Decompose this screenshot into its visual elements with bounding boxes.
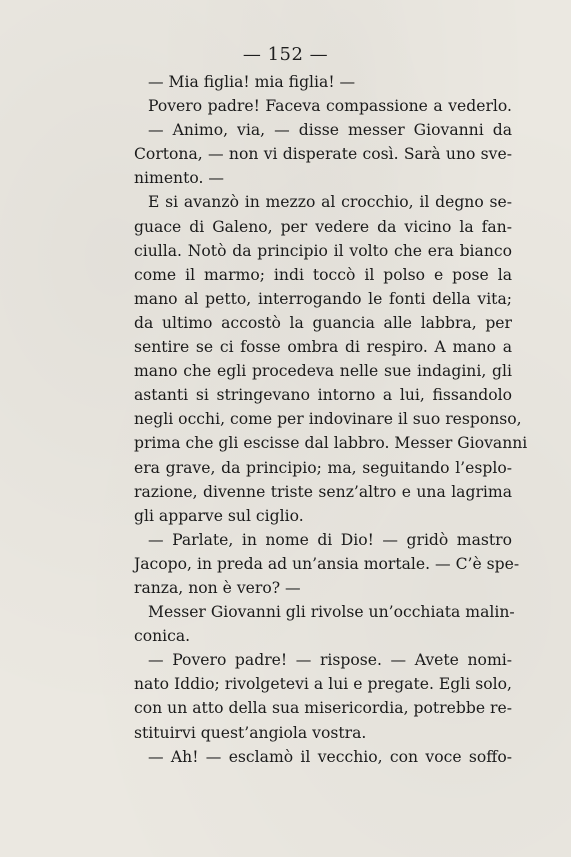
text-line: stituirvi quest’angiola vostra. bbox=[134, 723, 367, 742]
text-line: mano al petto, interrogando le fonti della vita; bbox=[134, 289, 512, 308]
text-line: come il marmo; indi toccò il polso e pose la bbox=[134, 265, 512, 284]
text-line: — Animo, via, — disse messer Giovanni da bbox=[148, 121, 512, 140]
text-line: nimento. — bbox=[134, 169, 224, 188]
text-line: gli apparve sul ciglio. bbox=[134, 506, 304, 525]
text-line: — Mia figlia! mia figlia! — bbox=[148, 73, 356, 91]
text-line: mano che egli procedeva nelle sue indagini, gli bbox=[134, 362, 512, 381]
body-text bbox=[134, 70, 528, 769]
text-line: guace di Galeno, per vedere da vicino la fan- bbox=[134, 217, 512, 236]
text-line: prima che gli escisse dal labbro. Messer Giovanni bbox=[134, 434, 528, 453]
page-number: — 152 — bbox=[242, 44, 329, 65]
text-line: era grave, da principio; ma, seguitando l’esplo- bbox=[134, 458, 512, 477]
text-line: E si avanzò in mezzo al crocchio, il degno se- bbox=[148, 193, 512, 212]
text-line: Cortona, — non vi disperate così. Sarà uno sve- bbox=[134, 145, 512, 164]
text-line: — Povero padre! — rispose. — Avete nomi- bbox=[148, 651, 512, 670]
text-line: Povero padre! Faceva compassione a vederlo. bbox=[148, 97, 512, 116]
text-line: con un atto della sua misericordia, potrebbe re- bbox=[134, 699, 512, 718]
text-line: conica. bbox=[134, 627, 191, 646]
text-line: negli occhi, come per indovinare il suo responso, bbox=[134, 410, 522, 429]
text-line: Messer Giovanni gli rivolse un’occhiata malin- bbox=[148, 603, 515, 622]
text-line: nato Iddio; rivolgetevi a lui e pregate. Egli solo, bbox=[134, 675, 512, 694]
text-line: ciulla. Notò da principio il volto che era bianco bbox=[134, 241, 512, 260]
text-line: astanti si stringevano intorno a lui, fissandolo bbox=[134, 386, 512, 405]
text-line: Jacopo, in preda ad un’ansia mortale. — C’è spe- bbox=[134, 554, 520, 573]
text-line: da ultimo accostò la guancia alle labbra, per bbox=[134, 313, 512, 332]
text-line: ranza, non è vero? — bbox=[134, 578, 301, 597]
text-line: razione, divenne triste senz’altro e una lagrima bbox=[134, 482, 512, 501]
text-line: — Parlate, in nome di Dio! — gridò mastro bbox=[148, 530, 512, 549]
text-line: — Ah! — esclamò il vecchio, con voce soffo- bbox=[148, 747, 512, 766]
text-line: sentire se ci fosse ombra di respiro. A mano a bbox=[134, 338, 512, 357]
